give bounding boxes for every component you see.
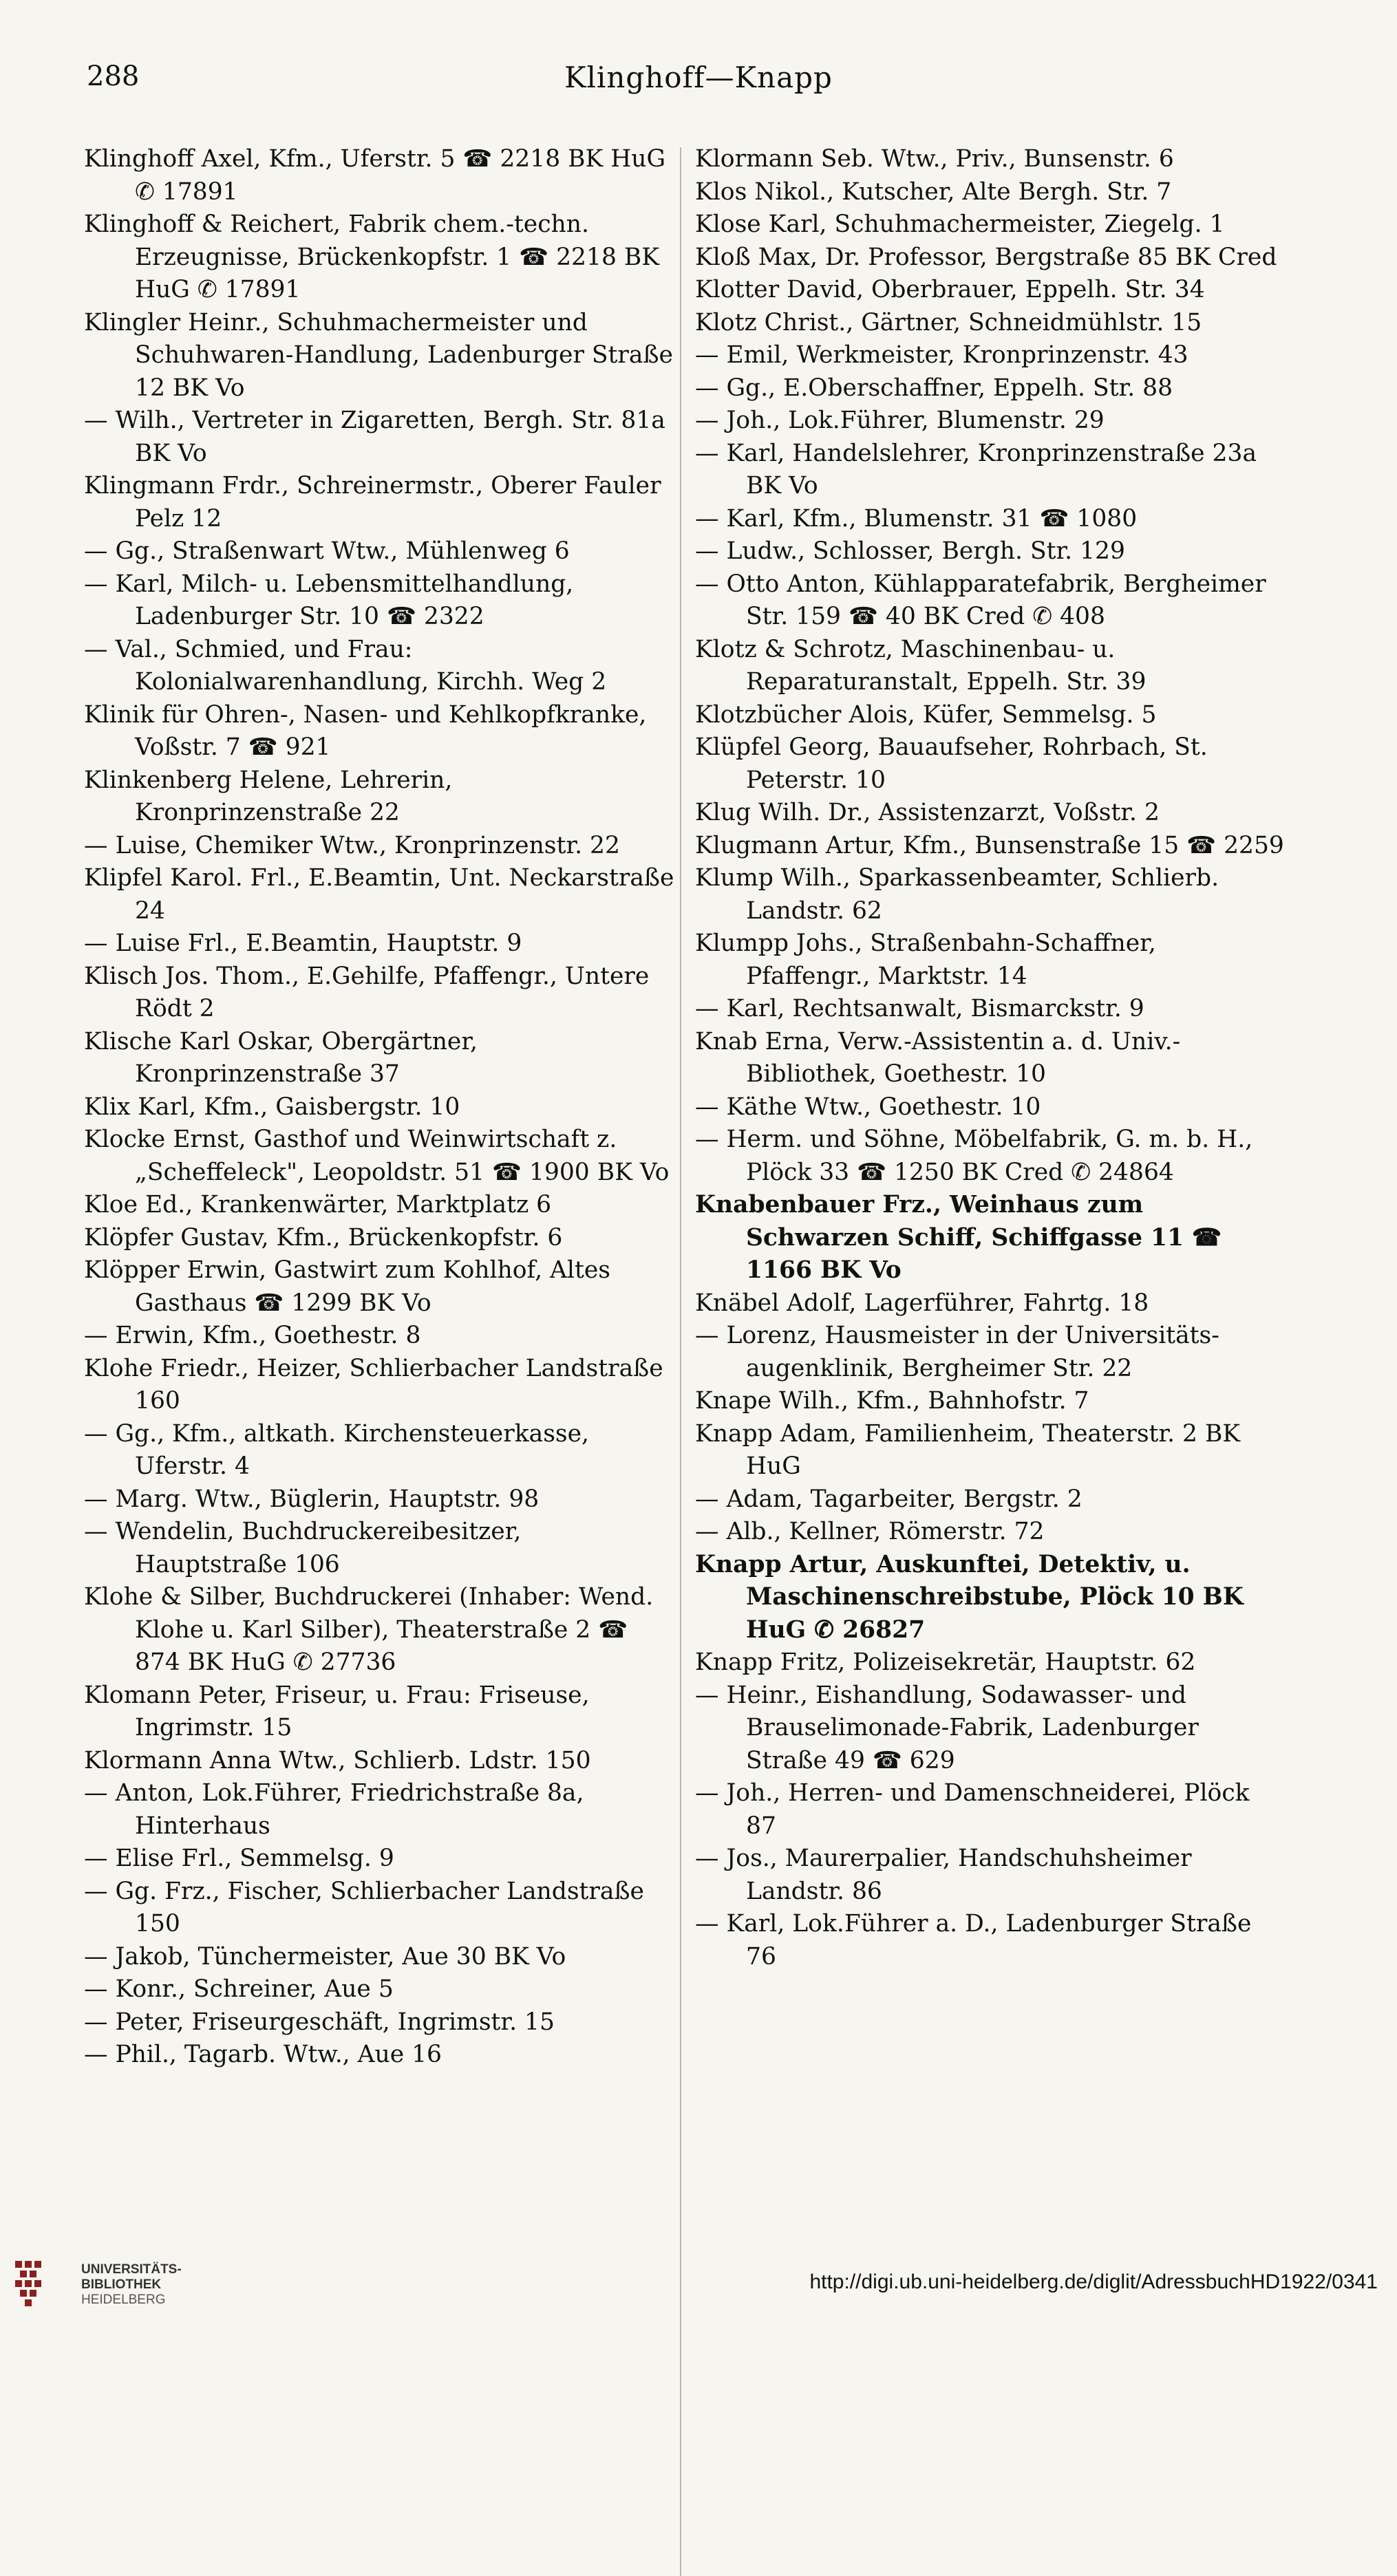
directory-entry: Klotzbücher Alois, Küfer, Semmelsg. 5 — [695, 700, 1157, 729]
directory-entry: Klöpper Erwin, Gastwirt zum Kohlhof, Altes Gasthaus ☎ 1299 BK Vo — [84, 1256, 610, 1317]
library-name-line1: UNIVERSITÄTS- — [81, 2262, 182, 2277]
directory-entry: Knapp Artur, Auskunftei, Detektiv, u. Maschinenschreibstube, Plöck 10 BK HuG ✆ 26827 — [695, 1550, 1244, 1644]
directory-entry: Klos Nikol., Kutscher, Alte Bergh. Str. 7 — [695, 178, 1172, 206]
directory-entry: — Gg. Frz., Fischer, Schlierbacher Landstraße 150 — [84, 1877, 644, 1938]
directory-entry: Klische Karl Oskar, Obergärtner, Kronprinzenstraße 37 — [84, 1027, 478, 1088]
directory-entry: Klüpfel Georg, Bauaufseher, Rohrbach, St. Peterstr. 10 — [695, 733, 1208, 794]
directory-entry: Knapp Fritz, Polizeisekretär, Hauptstr. 62 — [695, 1649, 1196, 1676]
directory-entry: — Anton, Lok.Führer, Friedrichstraße 8a, Hinterhaus — [84, 1779, 584, 1840]
directory-entry: Klotter David, Oberbrauer, Eppelh. Str. 34 — [695, 276, 1205, 303]
directory-entry: — Ludw., Schlosser, Bergh. Str. 129 — [695, 537, 1125, 565]
directory-entry: Klix Karl, Kfm., Gaisbergstr. 10 — [84, 1093, 460, 1121]
directory-entry: Klinghoff Axel, Kfm., Uferstr. 5 ☎ 2218 BK HuG ✆ 17891 — [84, 145, 666, 206]
directory-entry: — Luise Frl., E.Beamtin, Hauptstr. 9 — [84, 930, 522, 957]
source-url-link[interactable]: http://digi.ub.uni-heidelberg.de/diglit/AdressbuchHD1922/0341 — [809, 2271, 1378, 2293]
directory-entry: — Val., Schmied, und Frau: Kolonialwarenhandlung, Kirchh. Weg 2 — [84, 635, 607, 696]
directory-entry: — Jakob, Tünchermeister, Aue 30 BK Vo — [84, 1942, 566, 1971]
directory-entry: Klipfel Karol. Frl., E.Beamtin, Unt. Neckarstraße 24 — [84, 864, 674, 925]
directory-entry: Klumpp Johs., Straßenbahn-Schaffner, Pfaffengr., Marktstr. 14 — [695, 930, 1156, 990]
directory-entry: Klingler Heinr., Schuhmachermeister und Schuhwaren-Handlung, Ladenburger Straße 12 BK Vo — [84, 308, 673, 402]
directory-entry: — Otto Anton, Kühlapparatefabrik, Bergheimer Str. 159 ☎ 40 BK Cred ✆ 408 — [695, 570, 1266, 630]
directory-entry: Klisch Jos. Thom., E.Gehilfe, Pfaffengr., Untere Rödt 2 — [84, 962, 650, 1022]
running-head: Klinghoff—Knapp — [564, 61, 833, 94]
page-footer — [0, 2242, 1397, 2343]
directory-entry: Knape Wilh., Kfm., Bahnhofstr. 7 — [695, 1387, 1089, 1415]
library-logo — [10, 2257, 73, 2316]
directory-entry: — Käthe Wtw., Goethestr. 10 — [695, 1093, 1041, 1121]
directory-entry: — Karl, Rechtsanwalt, Bismarckstr. 9 — [695, 995, 1144, 1022]
directory-entry: Kloe Ed., Krankenwärter, Marktplatz 6 — [84, 1191, 552, 1219]
library-name-line3: HEIDELBERG — [81, 2293, 166, 2307]
directory-entry: Klump Wilh., Sparkassenbeamter, Schlierb. Landstr. 62 — [695, 864, 1219, 925]
directory-entry: — Erwin, Kfm., Goethestr. 8 — [84, 1322, 421, 1349]
directory-entry: — Karl, Kfm., Blumenstr. 31 ☎ 1080 — [695, 504, 1138, 533]
column-divider — [680, 147, 681, 2576]
directory-entry: — Joh., Lok.Führer, Blumenstr. 29 — [695, 407, 1105, 434]
directory-entry: Knabenbauer Frz., Weinhaus zum Schwarzen Schiff, Schiffgasse 11 ☎ 1166 BK Vo — [695, 1191, 1222, 1284]
directory-entry: Klose Karl, Schuhmachermeister, Ziegelg. 1 — [695, 211, 1225, 238]
directory-entry: — Gg., Kfm., altkath. Kirchensteuerkasse, Uferstr. 4 — [84, 1419, 589, 1480]
directory-entry: Klohe & Silber, Buchdruckerei (Inhaber: Wend. Klohe u. Karl Silber), Theaterstraße 2 ☎ 874 BK HuG ✆ 27736 — [84, 1583, 654, 1676]
directory-entry: — Karl, Lok.Führer a. D., Ladenburger Straße 76 — [695, 1910, 1252, 1971]
directory-entry: Knapp Adam, Familienheim, Theaterstr. 2 BK HuG — [695, 1419, 1241, 1480]
library-seal-icon — [10, 2257, 73, 2316]
directory-entry: — Wendelin, Buchdruckereibesitzer, Hauptstraße 106 — [84, 1518, 522, 1578]
directory-entry: Klomann Peter, Friseur, u. Frau: Friseuse, Ingrimstr. 15 — [84, 1681, 590, 1741]
directory-entry: — Joh., Herren- und Damenschneiderei, Plöck 87 — [695, 1779, 1250, 1840]
directory-entry: — Heinr., Eishandlung, Sodawasser- und Brauselimonade-Fabrik, Ladenburger Straße 49 ☎ 629 — [695, 1681, 1199, 1774]
page-number: 288 — [87, 61, 140, 92]
directory-entry: Klormann Seb. Wtw., Priv., Bunsenstr. 6 — [695, 145, 1174, 173]
directory-entry: Klotz & Schrotz, Maschinenbau- u. Reparaturanstalt, Eppelh. Str. 39 — [695, 635, 1147, 696]
directory-entry: — Alb., Kellner, Römerstr. 72 — [695, 1518, 1045, 1545]
page-header — [0, 61, 1397, 109]
directory-entry: — Emil, Werkmeister, Kronprinzenstr. 43 — [695, 341, 1188, 369]
directory-entry: — Adam, Tagarbeiter, Bergstr. 2 — [695, 1485, 1083, 1513]
directory-entry: Klotz Christ., Gärtner, Schneidmühlstr. 15 — [695, 308, 1202, 336]
directory-entry: Klocke Ernst, Gasthof und Weinwirtschaft z. „Scheffeleck", Leopoldstr. 51 ☎ 1900 BK Vo — [84, 1126, 670, 1186]
directory-entry: Klinghoff & Reichert, Fabrik chem.-techn. Erzeugnisse, Brückenkopfstr. 1 ☎ 2218 BK HuG ✆ 17891 — [84, 211, 659, 303]
directory-entry: — Gg., Straßenwart Wtw., Mühlenweg 6 — [84, 537, 570, 565]
library-name — [81, 2262, 182, 2308]
left-column — [84, 143, 676, 2072]
directory-entry: Klohe Friedr., Heizer, Schlierbacher Landstraße 160 — [84, 1354, 663, 1415]
directory-entry: Klinik für Ohren-, Nasen- und Kehlkopfkranke, Voßstr. 7 ☎ 921 — [84, 700, 647, 761]
directory-entry: — Elise Frl., Semmelsg. 9 — [84, 1845, 394, 1872]
directory-entry: — Lorenz, Hausmeister in der Universitäts-augenklinik, Bergheimer Str. 22 — [695, 1322, 1219, 1382]
directory-entry: Klinkenberg Helene, Lehrerin, Kronprinzenstraße 22 — [84, 766, 453, 826]
directory-entry: Klingmann Frdr., Schreinermstr., Oberer Fauler Pelz 12 — [84, 472, 661, 533]
right-column — [695, 143, 1287, 1973]
directory-entry: — Karl, Milch- u. Lebensmittelhandlung, Ladenburger Str. 10 ☎ 2322 — [84, 570, 574, 630]
directory-entry: Klöpfer Gustav, Kfm., Brückenkopfstr. 6 — [84, 1223, 563, 1252]
directory-entry: Knab Erna, Verw.-Assistentin a. d. Univ.-Bibliothek, Goethestr. 10 — [695, 1027, 1181, 1088]
directory-entry: — Marg. Wtw., Büglerin, Hauptstr. 98 — [84, 1485, 540, 1513]
directory-entry: Klormann Anna Wtw., Schlierb. Ldstr. 150 — [84, 1746, 591, 1774]
library-name-line2: BIBLIOTHEK — [81, 2277, 162, 2292]
directory-entry: — Karl, Handelslehrer, Kronprinzenstraße 23a BK Vo — [695, 439, 1257, 500]
directory-entry: — Jos., Maurerpalier, Handschuhsheimer Landstr. 86 — [695, 1845, 1192, 1905]
directory-entry: — Peter, Friseurgeschäft, Ingrimstr. 15 — [84, 2008, 555, 2036]
directory-entry: — Wilh., Vertreter in Zigaretten, Bergh. Str. 81a BK Vo — [84, 407, 665, 467]
directory-entry: Knäbel Adolf, Lagerführer, Fahrtg. 18 — [695, 1289, 1149, 1317]
directory-entry: — Luise, Chemiker Wtw., Kronprinzenstr. 22 — [84, 831, 620, 859]
directory-entry: Klug Wilh. Dr., Assistenzarzt, Voßstr. 2 — [695, 799, 1160, 826]
directory-entry: — Gg., E.Oberschaffner, Eppelh. Str. 88 — [695, 374, 1173, 402]
directory-entry: — Phil., Tagarb. Wtw., Aue 16 — [84, 2041, 442, 2068]
directory-entry: — Herm. und Söhne, Möbelfabrik, G. m. b. H., Plöck 33 ☎ 1250 BK Cred ✆ 24864 — [695, 1126, 1253, 1186]
directory-entry: — Konr., Schreiner, Aue 5 — [84, 1975, 394, 2003]
directory-entry: Kloß Max, Dr. Professor, Bergstraße 85 BK Cred — [695, 243, 1277, 271]
directory-entry: Klugmann Artur, Kfm., Bunsenstraße 15 ☎ 2259 — [695, 831, 1284, 859]
